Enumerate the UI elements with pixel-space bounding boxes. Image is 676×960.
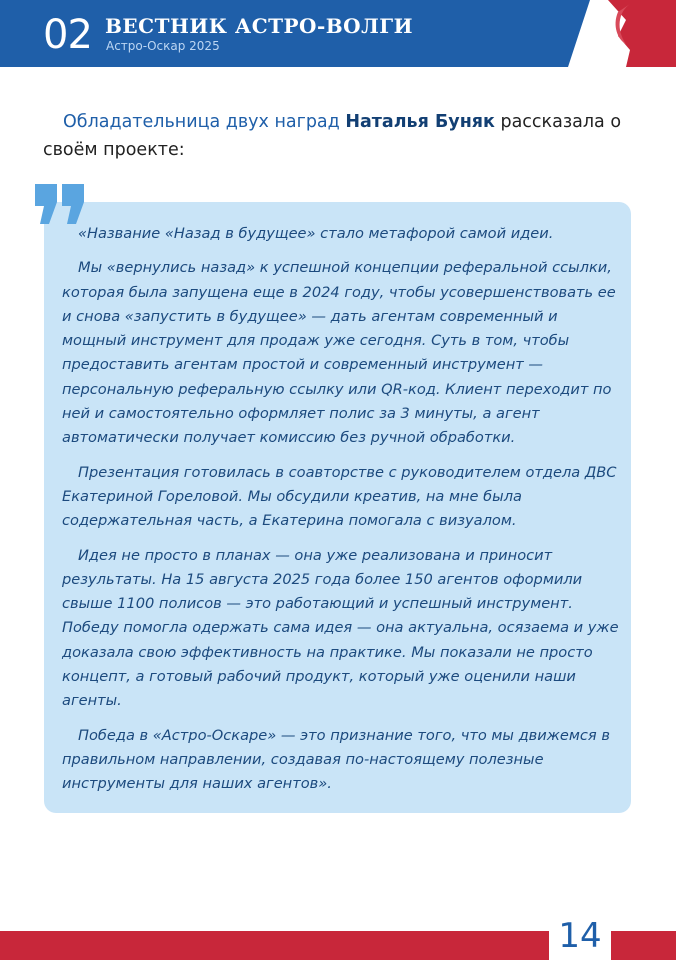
quote-paragraph: «Название «Назад в будущее» стало метафорой самой идеи. bbox=[78, 225, 554, 242]
quote-paragraph: Идея не просто в планах — она уже реализована и приносит результаты. На 15 августа 2025 года более 150 агентов оформили свыше 1100 полисов — это работающий и успешный инструмент. Победу помогла одержать сама идея — она актуальна, осязаема и уже доказала свою эффективность на практике. Мы показали не просто концепт, а готовый рабочий продукт, который уже оценили наши агенты. bbox=[62, 546, 619, 710]
author-name: Наталья Буняк bbox=[345, 112, 495, 132]
issue-number: 02 bbox=[43, 12, 92, 58]
intro-rest: рассказала о своём проекте: bbox=[43, 112, 622, 160]
newsletter-subtitle: Астро-Оскар 2025 bbox=[106, 39, 220, 53]
intro-lead: Обладательница двух наград bbox=[63, 112, 346, 132]
header-decoration bbox=[568, 0, 676, 67]
header-banner bbox=[0, 0, 676, 67]
quote-paragraph: Мы «вернулись назад» к успешной концепции реферальной ссылки, которая была запущена еще в 2024 году, чтобы усовершенствовать ее и снова «запустить в будущее» — дать агентам современный и мощный инструмент для продаж уже сегодня. Суть в том, чтобы предоставить агентам простой и современный инструмент — персональную реферальную ссылку или QR-код. Клиент переходит по ней и самостоятельно оформляет полис за 3 минуты, а агент автоматически получает комиссию без ручной обработки. bbox=[62, 259, 616, 447]
quote-text bbox=[62, 222, 622, 807]
intro-paragraph bbox=[43, 108, 623, 164]
newsletter-title: ВЕСТНИК АСТРО-ВОЛГИ bbox=[105, 14, 413, 38]
quote-paragraph: Победа в «Астро-Оскаре» — это признание того, что мы движемся в правильном направлении, создавая по-настоящему полезные инструменты для наших агентов». bbox=[62, 726, 610, 793]
quote-mark-icon bbox=[33, 184, 87, 224]
quote-paragraph: Презентация готовилась в соавторстве с руководителем отдела ДВС Екатериной Гореловой. Мы обсудили креатив, на мне была содержательная часть, а Екатерина помогала с визуалом. bbox=[62, 463, 617, 530]
page-number: 14 bbox=[558, 916, 602, 956]
